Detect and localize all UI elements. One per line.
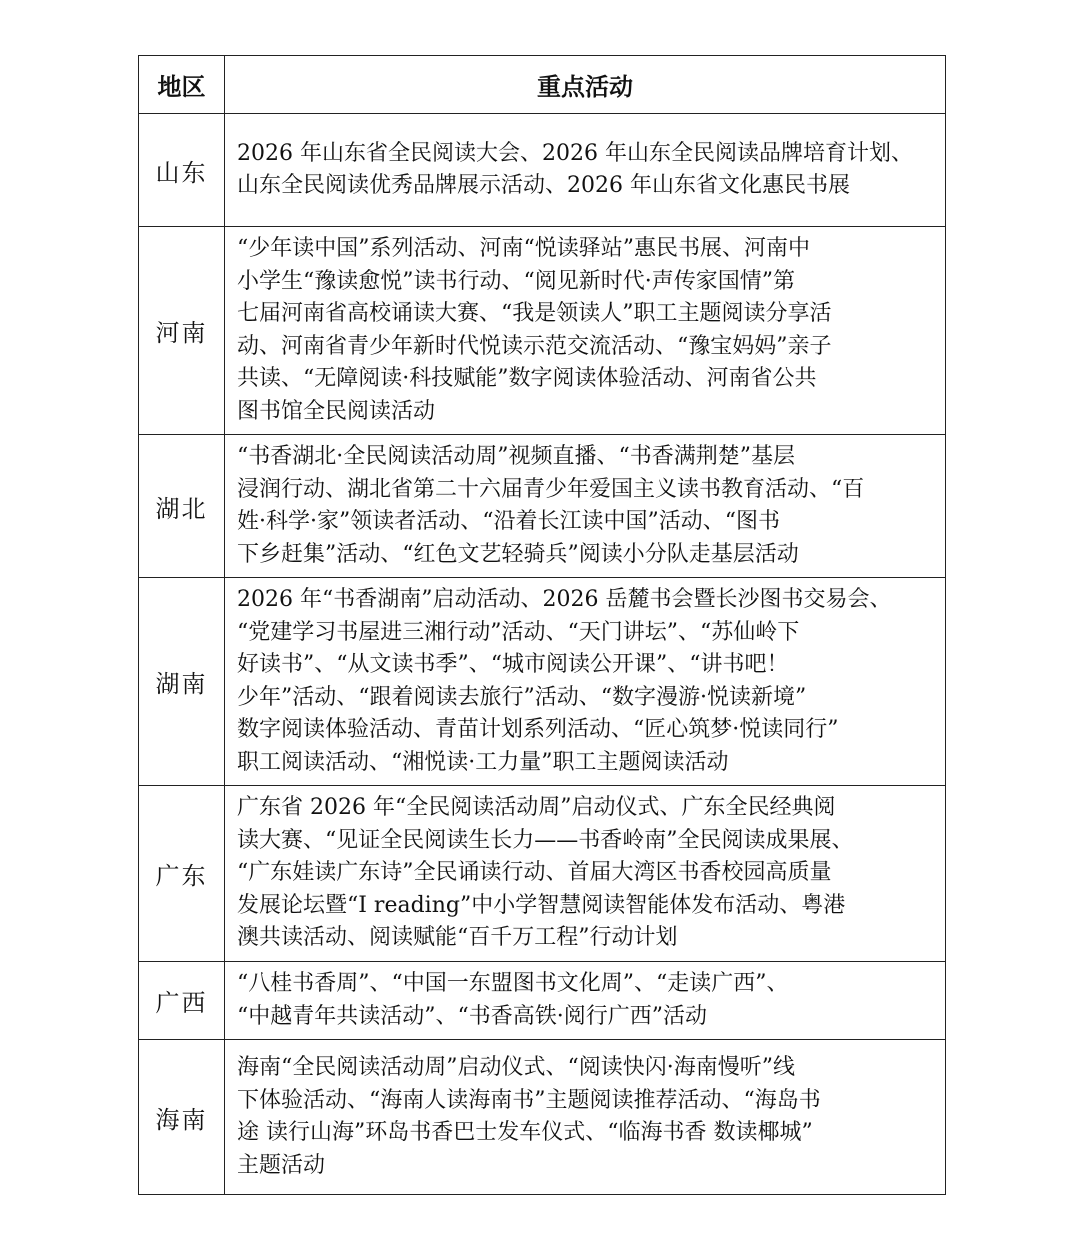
activity-text-line: 数字阅读体验活动、青苗计划系列活动、“匠心筑梦·悦读同行” bbox=[237, 717, 839, 742]
activity-text-line: 职工阅读活动、“湘悦读·工力量”职工主题阅读活动 bbox=[237, 749, 729, 775]
activity-text-line: 海南“全民阅读活动周”启动仪式、“阅读快闪·海南慢听”线 bbox=[237, 1055, 795, 1080]
activity-text-line: “党建学习书屋进三湘行动”活动、“天门讲坛”、“苏仙岭下 bbox=[237, 619, 800, 645]
table-row bbox=[139, 114, 946, 227]
activity-text-line: 下体验活动、“海南人读海南书”主题阅读推荐活动、“海岛书 bbox=[237, 1087, 821, 1113]
activity-text-line: 途 读行山海”环岛书香巴士发车仪式、“临海书香 数读椰城” bbox=[237, 1120, 813, 1145]
activity-text-line: 主题活动 bbox=[237, 1152, 326, 1178]
activity-text-line: 山东全民阅读优秀品牌展示活动、2026 年山东省文化惠民书展 bbox=[237, 173, 850, 198]
activity-text-line: “广东娃读广东诗”全民诵读行动、首届大湾区书香校园高质量 bbox=[237, 860, 832, 886]
activity-text-line: 小学生“豫读愈悦”读书行动、“阅见新时代·声传家国情”第 bbox=[237, 268, 795, 294]
activities-cell bbox=[225, 1040, 946, 1195]
region-cell: 湖南 bbox=[139, 578, 225, 786]
activities-table bbox=[138, 55, 946, 1195]
activity-text-line: 七届河南省高校诵读大赛、“我是领读人”职工主题阅读分享活 bbox=[237, 301, 832, 326]
activity-text-line: 广东省 2026 年“全民阅读活动周”启动仪式、广东全民经典阅 bbox=[237, 795, 836, 821]
activity-text-line: 好读书”、“从文读书季”、“城市阅读公开课”、“讲书吧！ bbox=[237, 652, 789, 677]
activities-cell bbox=[225, 114, 946, 227]
activity-text-line: 澳共读活动、阅读赋能“百千万工程”行动计划 bbox=[237, 925, 678, 951]
activity-text-line: 2026 年山东省全民阅读大会、2026 年山东全民阅读品牌培育计划、 bbox=[237, 140, 913, 166]
activity-text-line: 动、河南省青少年新时代悦读示范交流活动、“豫宝妈妈”亲子 bbox=[237, 333, 832, 359]
activity-text-line: 少年”活动、“跟着阅读去旅行”活动、“数字漫游·悦读新境” bbox=[237, 684, 807, 710]
region-cell: 山东 bbox=[139, 114, 225, 227]
region-cell: 广西 bbox=[139, 962, 225, 1040]
activity-text-line: “书香湖北·全民阅读活动周”视频直播、“书香满荆楚”基层 bbox=[237, 444, 795, 469]
table-row bbox=[139, 578, 946, 786]
activities-cell bbox=[225, 962, 946, 1040]
activity-text-line: 下乡赶集”活动、“红色文艺轻骑兵”阅读小分队走基层活动 bbox=[237, 541, 799, 567]
activity-text-line: 共读、“无障阅读·科技赋能”数字阅读体验活动、河南省公共 bbox=[237, 366, 817, 391]
region-cell: 广东 bbox=[139, 786, 225, 962]
activity-text-line: 姓·科学·家”领读者活动、“沿着长江读中国”活动、“图书 bbox=[237, 509, 780, 534]
table-row bbox=[139, 227, 946, 435]
header-activities: 重点活动 bbox=[225, 56, 946, 114]
region-cell: 河南 bbox=[139, 227, 225, 435]
region-cell: 湖北 bbox=[139, 435, 225, 578]
activity-text-line: 图书馆全民阅读活动 bbox=[237, 398, 436, 424]
activity-text-line: 读大赛、“见证全民阅读生长力——书香岭南”全民阅读成果展、 bbox=[237, 827, 854, 853]
table-row bbox=[139, 786, 946, 962]
table-header-row bbox=[139, 56, 946, 114]
header-region: 地区 bbox=[139, 56, 225, 114]
table-row bbox=[139, 962, 946, 1040]
activities-cell bbox=[225, 578, 946, 786]
activity-text-line: “八桂书香周”、“中国一东盟图书文化周”、“走读广西”、 bbox=[237, 971, 789, 996]
table-row bbox=[139, 435, 946, 578]
table-row bbox=[139, 1040, 946, 1195]
activities-cell bbox=[225, 227, 946, 435]
region-cell: 海南 bbox=[139, 1040, 225, 1195]
activities-cell bbox=[225, 435, 946, 578]
activity-text-line: “少年读中国”系列活动、河南“悦读驿站”惠民书展、河南中 bbox=[237, 236, 810, 261]
activities-cell bbox=[225, 786, 946, 962]
table-body bbox=[139, 114, 946, 1195]
activity-text-line: 2026 年“书香湖南”启动活动、2026 岳麓书会暨长沙图书交易会、 bbox=[237, 587, 892, 612]
activity-text-line: 发展论坛暨“I reading”中小学智慧阅读智能体发布活动、粤港 bbox=[237, 892, 846, 918]
activity-text-line: “中越青年共读活动”、“书香高铁·阅行广西”活动 bbox=[237, 1003, 707, 1029]
activity-text-line: 浸润行动、湖北省第二十六届青少年爱国主义读书教育活动、“百 bbox=[237, 476, 865, 502]
